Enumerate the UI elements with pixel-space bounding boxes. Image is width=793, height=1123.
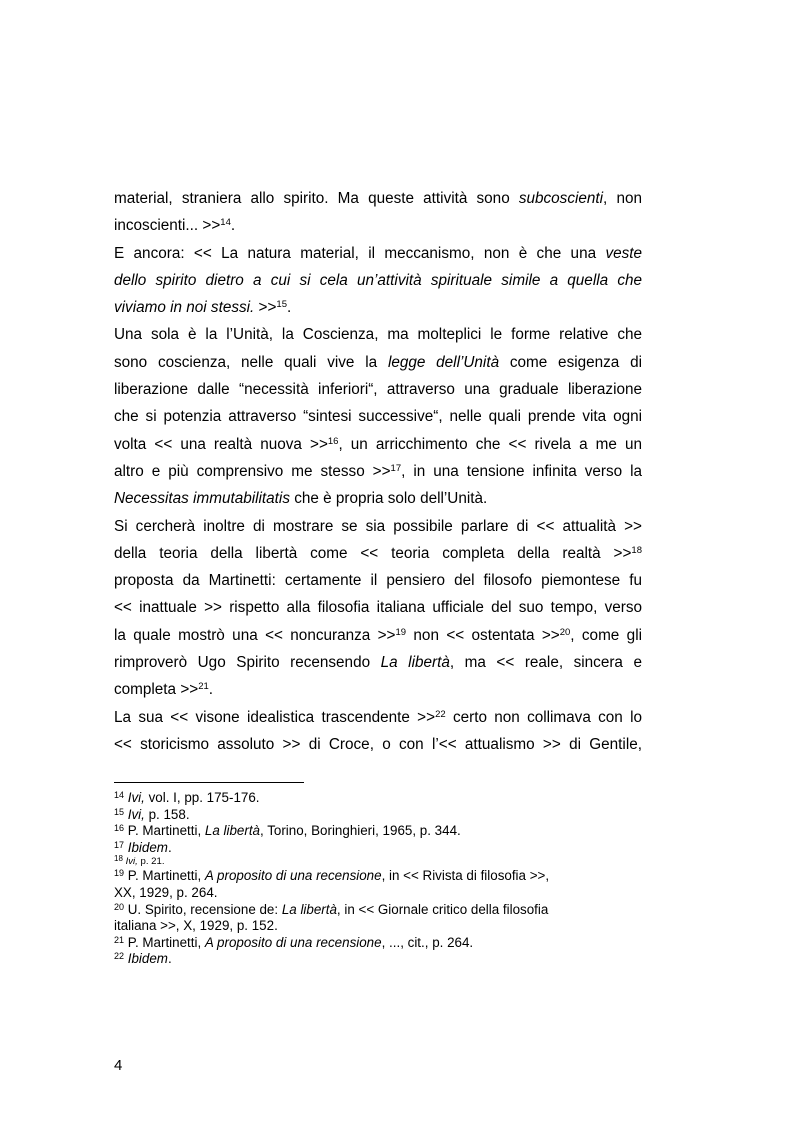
- footnote-continuation: italiana >>, X, 1929, p. 152.: [114, 918, 278, 934]
- text-line: completa >>$^{21}$.: [114, 681, 214, 699]
- footnote-ref: 21: [198, 681, 209, 693]
- footnote: $^{17}$ Ibidem.: [114, 839, 172, 855]
- footnote: $^{14}$ Ivi, vol. I, pp. 175-176.: [114, 790, 260, 805]
- text-line: che si potenzia attraverso “sintesi successive“, nelle quali prende vita ogni: [114, 408, 642, 426]
- footnote-ref: 15: [276, 299, 287, 311]
- footnote: $^{19}$ P. Martinetti, A proposito di una recensione, in << Rivista di filosofia >>,: [114, 868, 550, 884]
- footnote-continuation: XX, 1929, p. 264.: [114, 884, 218, 900]
- footnotes: [114, 790, 654, 968]
- footnote: $^{18}$ Ivi, p. 21.: [114, 854, 165, 868]
- footnote: $^{22}$ Ibidem.: [114, 951, 172, 967]
- text-line: dello spirito dietro a cui si cela un’attività spirituale simile a quella che: [114, 271, 642, 289]
- footnote: $^{20}$ U. Spirito, recensione de: La libertà, in << Giornale critico della filosofia: [114, 901, 549, 917]
- text-line: Necessitas immutabilitatis che è propria solo dell’Unità.: [114, 490, 488, 508]
- text-line: liberazione dalle “necessità inferiori“, attraverso una graduale liberazione: [114, 381, 642, 399]
- paragraph: [114, 704, 642, 759]
- text-line: Si cercherà inoltre di mostrare se sia possibile parlare di << attualità >>: [114, 517, 642, 535]
- footnote-ref: 19: [395, 626, 407, 638]
- paragraph: [114, 185, 642, 240]
- text-line: proposta da Martinetti: certamente il pensiero del filosofo piemontese fu: [114, 572, 642, 590]
- text-line: sono coscienza, nelle quali vive la legge dell’Unità come esigenza di: [114, 353, 642, 371]
- main-text: [114, 185, 642, 758]
- text-line: << storicismo assoluto >> di Croce, o con l’<< attualismo >> di Gentile,: [114, 735, 642, 753]
- text-line: La sua << visone idealistica trascendente >>$^{22}$ certo non collimava con lo: [114, 708, 643, 726]
- footnote-ref: 16: [327, 435, 339, 447]
- text-line: << inattuale >> rispetto alla filosofia italiana ufficiale del suo tempo, verso: [114, 599, 642, 617]
- text-line: volta << una realtà nuova >>$^{16}$, un arricchimento che << rivela a me un: [114, 435, 642, 453]
- footnote-separator: [114, 782, 304, 783]
- page-number: 4: [114, 1057, 123, 1074]
- paragraph: [114, 240, 642, 322]
- text-line: la quale mostrò una << noncuranza >>$^{19}$ non << ostentata >>$^{20}$, come gli: [114, 626, 642, 644]
- text-line: incoscienti... >>$^{14}$.: [114, 217, 236, 235]
- text-line: material, straniera allo spirito. Ma queste attività sono subcoscienti, non: [114, 190, 642, 207]
- text-line: viviamo in noi stessi. >>$^{15}$.: [114, 299, 292, 317]
- footnote: $^{15}$ Ivi, p. 158.: [114, 806, 190, 822]
- paragraph: [114, 321, 642, 512]
- footnote: $^{16}$ P. Martinetti, La libertà, Torino, Boringhieri, 1965, p. 344.: [114, 823, 461, 839]
- text-line: E ancora: << La natura material, il meccanismo, non è che una veste: [114, 244, 642, 262]
- text-line: rimproverò Ugo Spirito recensendo La libertà, ma << reale, sincera e: [114, 654, 642, 672]
- text-line: della teoria della libertà come << teoria completa della realtà >>$^{18}$: [114, 544, 642, 562]
- footnote-ref: 22: [435, 708, 446, 720]
- footnote-ref: 18: [631, 544, 642, 556]
- text-line: Una sola è la l’Unità, la Coscienza, ma molteplici le forme relative che: [114, 326, 642, 344]
- footnote-ref: 20: [559, 626, 571, 638]
- footnote-ref: 14: [220, 217, 231, 229]
- text-line: altro e più comprensivo me stesso >>$^{17}$, in una tensione infinita verso la: [114, 462, 642, 480]
- footnote: $^{21}$ P. Martinetti, A proposito di una recensione, ..., cit., p. 264.: [114, 934, 474, 950]
- footnote-ref: 17: [390, 462, 402, 474]
- paragraph: [114, 513, 642, 704]
